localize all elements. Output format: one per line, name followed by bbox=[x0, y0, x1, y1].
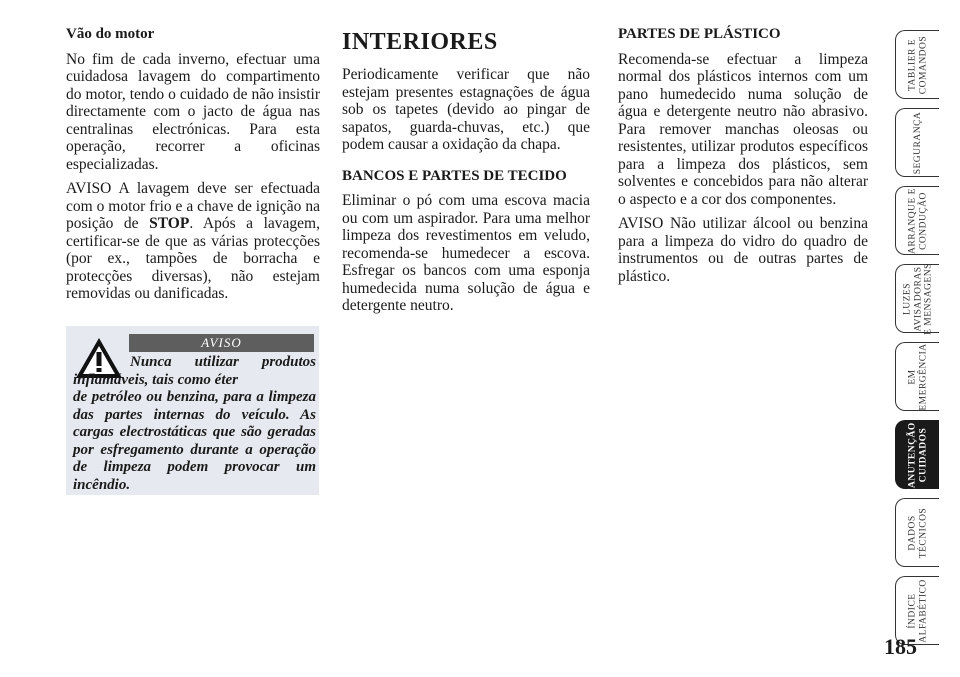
warning-box bbox=[66, 326, 319, 495]
tab-luzes-avisadoras[interactable] bbox=[895, 264, 939, 333]
tab-manutencao-cuidados[interactable] bbox=[895, 412, 939, 497]
tab-tablier-comandos[interactable] bbox=[895, 30, 939, 99]
tab-label: ARRANQUE E CONDUÇÃO bbox=[907, 187, 928, 254]
page-number: 185 bbox=[884, 634, 917, 659]
tab-label: TABLIER E COMANDOS bbox=[907, 35, 928, 94]
warning-text bbox=[73, 354, 316, 494]
tab-label: MANUTENÇÃO E CUIDADOS bbox=[907, 412, 928, 497]
column-engine-bay bbox=[66, 26, 320, 310]
section-heading-seats: BANCOS E PARTES DE TECIDO bbox=[342, 167, 567, 184]
tab-label: LUZES AVISADORAS E MENSAGENS bbox=[901, 262, 933, 335]
column-plastic-parts bbox=[618, 26, 868, 292]
warning-text-line1: Nunca utilizar produtos inflamáveis, tais como éter bbox=[73, 354, 316, 388]
page-title: INTERIORES bbox=[342, 29, 498, 55]
warning-label: AVISO bbox=[129, 334, 314, 352]
tab-em-emergencia[interactable] bbox=[895, 342, 939, 411]
tab-label: ÍNDICE ALFABÉTICO bbox=[907, 578, 928, 643]
tab-arranque-conducao[interactable] bbox=[895, 186, 939, 255]
tab-label: EM EMERGÊNCIA bbox=[907, 342, 928, 411]
tab-label: DADOS TÉCNICOS bbox=[907, 507, 928, 558]
stop-keyword: STOP bbox=[149, 215, 190, 232]
column-interiors bbox=[342, 26, 590, 322]
paragraph-engine-wash: No fim de cada inverno, efectuar uma cuidadosa lavagem do compartimento do motor, tendo o cuidado de não insistir directamente com o jacto de água nas centralinas electrónicas. Para esta operação, recorrer a oficinas especializadas. bbox=[66, 50, 320, 173]
section-heading-engine-bay: Vão do motor bbox=[66, 26, 155, 42]
warning-text-after: . Após a lavagem, certificar-se de que as várias protecções (por ex., tampões de borracha e protecções diversas), não estejam removidas ou danificadas. bbox=[66, 215, 320, 302]
tab-seguranca[interactable] bbox=[895, 108, 939, 177]
paragraph-engine-warning bbox=[66, 180, 320, 303]
warning-text-before: AVISO A lavagem deve ser efectuada com o motor frio e a chave de ignição na posição de bbox=[66, 180, 320, 232]
paragraph-plastic-warning: AVISO Não utilizar álcool ou benzina para a limpeza do vidro do quadro de instrumentos ou de outras partes de plástico. bbox=[618, 215, 868, 285]
paragraph-seats: Eliminar o pó com uma escova macia ou com um aspirador. Para uma melhor limpeza dos revestimentos em veludo, recomenda-se humedecer a escova. Esfregar os bancos com uma esponja humedecida numa solução de água e detergente neutro. bbox=[342, 192, 590, 314]
tab-dados-tecnicos[interactable] bbox=[895, 498, 939, 567]
section-heading-plastic: PARTES DE PLÁSTICO bbox=[618, 26, 781, 42]
tab-label: SEGURANÇA bbox=[912, 111, 923, 174]
paragraph-plastic-cleaning: Recomenda-se efectuar a limpeza normal dos plásticos internos com um pano humedecido numa solução de água e detergente neutro não abrasivo. Para remover manchas oleosas ou resistentes, utilizar produtos específicos para a limpeza dos plásticos, sem solventes e concebidos para não alterar o aspecto e a cor dos componentes. bbox=[618, 50, 868, 208]
paragraph-interiors: Periodicamente verificar que não estejam presentes estagnações de água sob os tapetes (devido ao pingar de sapatos, guarda-chuvas, etc.) que podem causar a oxidação da chapa. bbox=[342, 66, 590, 153]
warning-text-rest: de petróleo ou benzina, para a limpeza das partes internas do veículo. As cargas electrostáticas que são geradas por esfregamento durante a operação de limpeza podem provocar um incêndio. bbox=[73, 389, 316, 493]
